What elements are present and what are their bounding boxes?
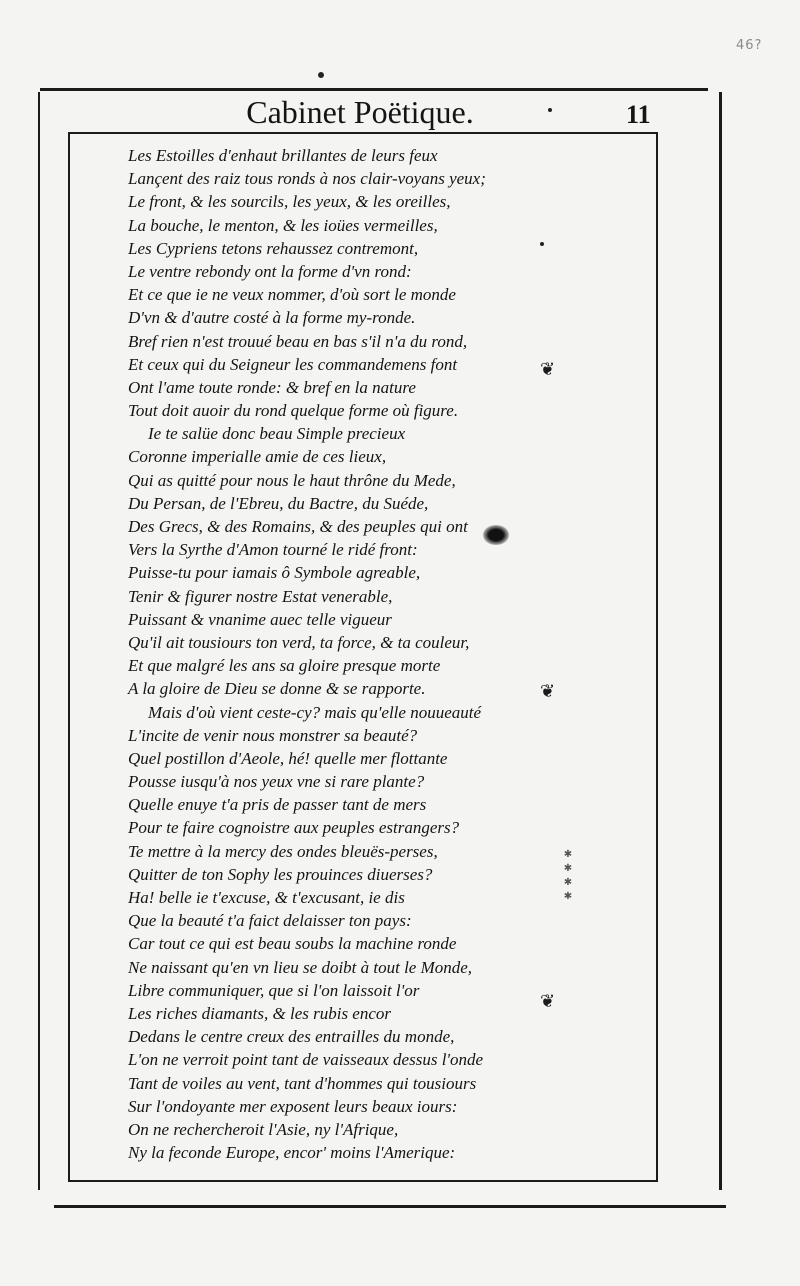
fleuron-ornament-icon: ❦ — [540, 681, 556, 701]
verse-line: Et que malgré les ans sa gloire presque morte — [128, 656, 441, 676]
verse-line: Les Cypriens tetons rehaussez contremont, — [128, 238, 419, 258]
verse-line: Des Grecs, & des Romains, & des peuples qui ont — [128, 517, 468, 536]
verse-line: Tenir & figurer nostre Estat venerable, — [128, 586, 393, 606]
verse-line: Libre communiquer, que si l'on laissoit l'or — [128, 980, 420, 1000]
verse-line: Mais d'où vient ceste-cy? mais qu'elle nouueauté — [148, 702, 482, 722]
verse-line: La bouche, le menton, & les ioües vermeilles, — [128, 215, 438, 235]
verse-line: Vers la Syrthe d'Amon tourné le ridé front: — [128, 540, 418, 560]
verse-line: Ont l'ame toute ronde: & bref en la nature — [128, 377, 416, 397]
fleuron-ornament-icon: ❦ — [540, 359, 556, 379]
fleuron-ornament-icon: ❦ — [540, 991, 556, 1011]
page-number: 11 — [626, 100, 651, 129]
verse-line: Tout doit auoir du rond quelque forme où figure. — [128, 401, 459, 421]
verse-line: Sur l'ondoyante mer exposent leurs beaux iours: — [128, 1096, 458, 1116]
verse-line: On ne rechercheroit l'Asie, ny l'Afrique, — [128, 1119, 399, 1139]
poem — [128, 144, 528, 1164]
verse-line: Puissant & vnanime auec telle vigueur — [128, 609, 392, 629]
verse-line: Ie te salüe donc beau Simple precieux — [148, 424, 406, 444]
verse-line: Et ceux qui du Seigneur les commandemens font — [128, 354, 458, 374]
ink-speck — [318, 72, 324, 78]
verse-line: Bref rien n'est trouué beau en bas s'il n'a du rond, — [128, 331, 468, 351]
verse-line: Dedans le centre creux des entrailles du monde, — [128, 1027, 455, 1047]
verse-line: Que la beauté t'a faict delaisser ton pays: — [128, 911, 412, 931]
pencil-folio-note: 46? — [736, 38, 763, 53]
verse-line: Pousse iusqu'à nos yeux vne si rare plante? — [128, 772, 425, 792]
verse-line: A la gloire de Dieu se donne & se rapporte. — [128, 679, 426, 699]
verse-line: L'on ne verroit point tant de vaisseaux dessus l'onde — [128, 1050, 484, 1070]
verse-line: Tant de voiles au vent, tant d'hommes qui tousiours — [128, 1073, 477, 1093]
paper-damage-spot — [483, 525, 509, 545]
verse-line: Te mettre à la mercy des ondes bleuës-perses, — [128, 841, 438, 861]
bottom-rule — [54, 1205, 726, 1208]
verse-line: Qui as quitté pour nous le haut thrône du Mede, — [128, 470, 456, 490]
verse-line: Quelle enuye t'a pris de passer tant de mers — [128, 795, 427, 815]
verse-line: Du Persan, de l'Ebreu, du Bactre, du Suéde, — [128, 493, 429, 513]
verse-line: D'vn & d'autre costé à la forme my-ronde. — [128, 308, 416, 328]
verse-line: Le ventre rebondy ont la forme d'vn rond: — [128, 261, 412, 281]
verse-line: Pour te faire cognoistre aux peuples estrangers? — [128, 818, 460, 838]
verse-line: Car tout ce qui est beau soubs la machine ronde — [128, 934, 457, 954]
verse-line: Lançent des raiz tous ronds à nos clair-voyans yeux; — [128, 169, 486, 189]
verse-line: Quel postillon d'Aeole, hé! quelle mer flottante — [128, 748, 448, 768]
star-ornament-icon: ✱ ✱ ✱ ✱ — [563, 849, 573, 902]
verse-line: L'incite de venir nous monstrer sa beauté? — [128, 725, 418, 745]
verse-line: Qu'il ait tousiours ton verd, ta force, & ta couleur, — [128, 632, 470, 652]
verse-line: Ny la feconde Europe, encor' moins l'Amerique: — [128, 1143, 456, 1163]
verse-line: Puisse-tu pour iamais ô Symbole agreable, — [128, 563, 421, 583]
running-title: Cabinet Poëtique. — [246, 94, 474, 130]
verse-line: Ha! belle ie t'excuse, & t'excusant, ie dis — [128, 888, 405, 907]
verse-line: Les riches diamants, & les rubis encor — [128, 1003, 392, 1023]
verse-line: Quitter de ton Sophy les prouinces diuerses? — [128, 864, 433, 884]
verse-line: Coronne imperialle amie de ces lieux, — [128, 447, 387, 467]
verse-line: Les Estoilles d'enhaut brillantes de leurs feux — [128, 146, 438, 165]
verse-line: Le front, & les sourcils, les yeux, & les oreilles, — [128, 192, 451, 212]
verse-line: Et ce que ie ne veux nommer, d'où sort le monde — [128, 285, 456, 305]
top-rule — [40, 88, 708, 91]
verse-line: Ne naissant qu'en vn lieu se doibt à tout le Monde, — [128, 957, 473, 977]
